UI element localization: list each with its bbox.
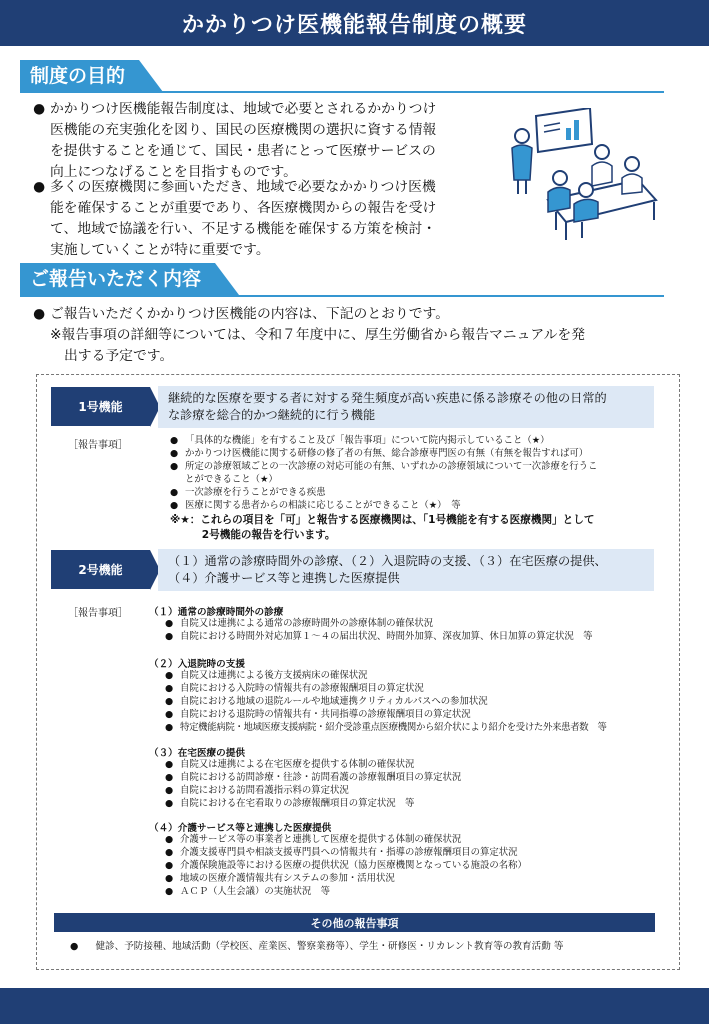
list-item-text: ＡＣＰ（人生会議）の実施状況 等: [180, 886, 331, 897]
list-item-text: 所定の診療領域ごとの一次診療の対応可能の有無、いずれかの診療領域について一次診療を行うこ: [185, 461, 598, 472]
list-item-text: かかりつけ医機能に関する研修の修了者の有無、総合診療専門医の有無（有無を報告すれば可）: [185, 448, 589, 459]
other-items-row: [70, 938, 563, 952]
bullet-icon: ●: [70, 941, 79, 952]
list-item-text: 自院における退院時の情報共有・共同指導の診療報酬項目の算定状況: [180, 709, 471, 720]
bullet-icon: ●: [165, 759, 174, 770]
other-items-text: 健診、予防接種、地域活動（学校医、産業医、警察業務等）、学生・研修医・リカレント教育等の教育活動 等: [95, 941, 564, 952]
purpose-bullet-1: [33, 99, 508, 183]
text-line: ご報告いただくかかりつけ医機能の内容は、下記のとおりです。: [50, 306, 450, 322]
list-item-text: 自院における訪問看護指示料の算定状況: [180, 785, 349, 796]
list-item-text: 地域の医療介護情報共有システムの参加・活用状況: [180, 873, 395, 884]
section-divider: [20, 91, 664, 93]
text-line: 医機能の充実強化を図り、国民の医療機関の選択に資する情報: [50, 122, 437, 138]
func2-report-label: ［報告事項］: [68, 608, 128, 619]
bullet-icon: ●: [165, 873, 174, 884]
bullet-icon: ●: [165, 785, 174, 796]
list-item: [170, 434, 675, 447]
text-line: て、地域で協議を行い、不足する機能を確保する方策を検討・: [50, 221, 437, 237]
func2-group-list: [165, 833, 675, 898]
list-item-text: とができること（★）: [185, 474, 278, 485]
bullet-icon: ●: [170, 461, 179, 472]
text-line: 継続的な医療を要する者に対する発生頻度が高い疾患に係る診療その他の日常的: [168, 391, 607, 405]
report-note: [50, 325, 680, 367]
meeting-illustration-icon: [508, 108, 658, 243]
bullet-icon: ●: [170, 500, 179, 511]
purpose-bullet-2: [33, 177, 508, 261]
list-item-text: 介護支援専門員や相談支援専門員への情報共有・指導の診療報酬項目の算定状況: [180, 847, 518, 858]
text-line: ※★：これらの項目を「可」と報告する医療機関は、「1号機能を有する医療機関」として: [170, 514, 595, 526]
section-report-header: [20, 263, 215, 295]
list-item: [165, 872, 675, 885]
other-items-heading: その他の報告事項: [54, 913, 655, 932]
list-item: [165, 797, 675, 810]
text-line: かかりつけ医機能報告制度は、地域で必要とされるかかりつけ: [50, 101, 437, 117]
bullet-icon: ●: [165, 631, 174, 642]
list-item: [165, 695, 680, 708]
list-item-text: 一次診療を行うことができる疾患: [185, 487, 326, 498]
list-item: [165, 859, 675, 872]
list-item: [170, 460, 675, 486]
bullet-icon: ●: [165, 886, 174, 897]
bullet-icon: ●: [170, 487, 179, 498]
func2-group-title: （１）通常の診療時間外の診療: [149, 607, 284, 618]
text-line: （１）通常の診療時間外の診療、（２）入退院時の支援、（３）在宅医療の提供、: [168, 554, 607, 568]
list-item-text: 「具体的な機能」を有すること及び「報告事項」について院内掲示していること（★）: [185, 435, 550, 446]
footer-bar: [0, 988, 709, 1024]
func1-label: 1号機能: [51, 387, 150, 426]
list-item: [165, 721, 680, 734]
func2-description: [158, 549, 654, 591]
list-item: [165, 784, 675, 797]
text-line: 能を確保することが重要であり、各医療機関からの報告を受け: [50, 200, 437, 216]
func2-label: 2号機能: [51, 550, 150, 589]
func2-group-list: [165, 617, 675, 643]
list-item: [165, 617, 675, 630]
func1-report-list: [170, 434, 675, 512]
list-item-text: 自院又は連携による在宅医療を提供する体制の確保状況: [180, 759, 415, 770]
text-line: （４）介護サービス等と連携した医療提供: [168, 571, 400, 585]
bullet-icon: ●: [165, 683, 174, 694]
bullet-icon: ●: [170, 448, 179, 459]
report-bullet: [33, 304, 673, 325]
bullet-icon: ●: [33, 179, 46, 195]
text-line: 多くの医療機関に参画いただき、地域で必要なかかりつけ医機: [50, 179, 436, 195]
list-item: [165, 669, 680, 682]
func2-group-list: [165, 758, 675, 810]
title-bar: [0, 0, 709, 46]
bullet-icon: ●: [165, 618, 174, 629]
list-item-text: 医療に関する患者からの相談に応じることができること（★） 等: [185, 500, 461, 511]
list-item: [170, 499, 675, 512]
section-divider: [20, 295, 664, 297]
text-line: 出する予定です。: [64, 348, 174, 364]
list-item-text: 自院又は連携による後方支援病床の確保状況: [180, 670, 368, 681]
list-item-text: 自院における時間外対応加算１～４の届出状況、時間外加算、深夜加算、休日加算の算定状況 等: [180, 631, 593, 642]
list-item: [165, 682, 680, 695]
text-line: な診療を総合的かつ継続的に行う機能: [168, 408, 376, 422]
bullet-icon: ●: [165, 834, 174, 845]
list-item: [165, 630, 675, 643]
list-item: [170, 447, 675, 460]
list-item-text: 自院における訪問診療・往診・訪問看護の診療報酬項目の算定状況: [180, 772, 462, 783]
page-title: かかりつけ医機能報告制度の概要: [181, 12, 527, 38]
list-item-text: 自院における入院時の情報共有の診療報酬項目の算定状況: [180, 683, 424, 694]
func1-description: [158, 386, 654, 428]
text-line: 2号機能の報告を行います。: [170, 528, 336, 541]
bullet-icon: ●: [170, 435, 179, 446]
bullet-icon: ●: [33, 101, 46, 117]
func1-note: [170, 513, 594, 542]
func2-group-title: （４）介護サービス等と連携した医療提供: [149, 823, 332, 834]
list-item: [165, 885, 675, 898]
text-line: 向上につなげることを目指すものです。: [50, 164, 297, 180]
section-purpose-header: [20, 60, 139, 92]
bullet-icon: ●: [165, 709, 174, 720]
bullet-icon: ●: [165, 670, 174, 681]
text-line: ※報告事項の詳細等については、令和７年度中に、厚生労働省から報告マニュアルを発: [50, 327, 586, 343]
list-item-text: 特定機能病院・地域医療支援病院・紹介受診重点医療機関から紹介状により紹介を受けた外来患者数 等: [180, 722, 607, 733]
list-item: [165, 833, 675, 846]
bullet-icon: ●: [165, 798, 174, 809]
section-purpose-title: 制度の目的: [20, 60, 139, 92]
list-item-text: 介護サービス等の事業者と連携して医療を提供する体制の確保状況: [180, 834, 462, 845]
bullet-icon: ●: [165, 722, 173, 733]
func2-group-list: [165, 669, 680, 734]
bullet-icon: ●: [33, 306, 46, 322]
bullet-icon: ●: [165, 847, 174, 858]
list-item-text: 自院における在宅看取りの診療報酬項目の算定状況 等: [180, 798, 415, 809]
func2-group-title: （３）在宅医療の提供: [149, 748, 245, 759]
text-line: 実施していくことが特に重要です。: [50, 242, 270, 258]
list-item-text: 自院又は連携による通常の診療時間外の診療体制の確保状況: [180, 618, 434, 629]
list-item: [165, 846, 675, 859]
bullet-icon: ●: [165, 860, 174, 871]
list-item-text: 自院における地域の退院ルールや地域連携クリティカルパスへの参加状況: [180, 696, 488, 707]
list-item: [170, 486, 675, 499]
bullet-icon: ●: [165, 772, 174, 783]
list-item: [165, 708, 680, 721]
list-item-text: 介護保険施設等における医療の提供状況（協力医療機関となっている施設の名称）: [180, 860, 527, 871]
func1-report-label: ［報告事項］: [68, 440, 128, 451]
bullet-icon: ●: [165, 696, 174, 707]
section-report-title: ご報告いただく内容: [20, 263, 215, 295]
text-line: を提供することを通じて、国民・患者にとって医療サービスの: [50, 143, 436, 159]
list-item: [165, 771, 675, 784]
list-item: [165, 758, 675, 771]
func2-group-title: （２）入退院時の支援: [149, 659, 245, 670]
